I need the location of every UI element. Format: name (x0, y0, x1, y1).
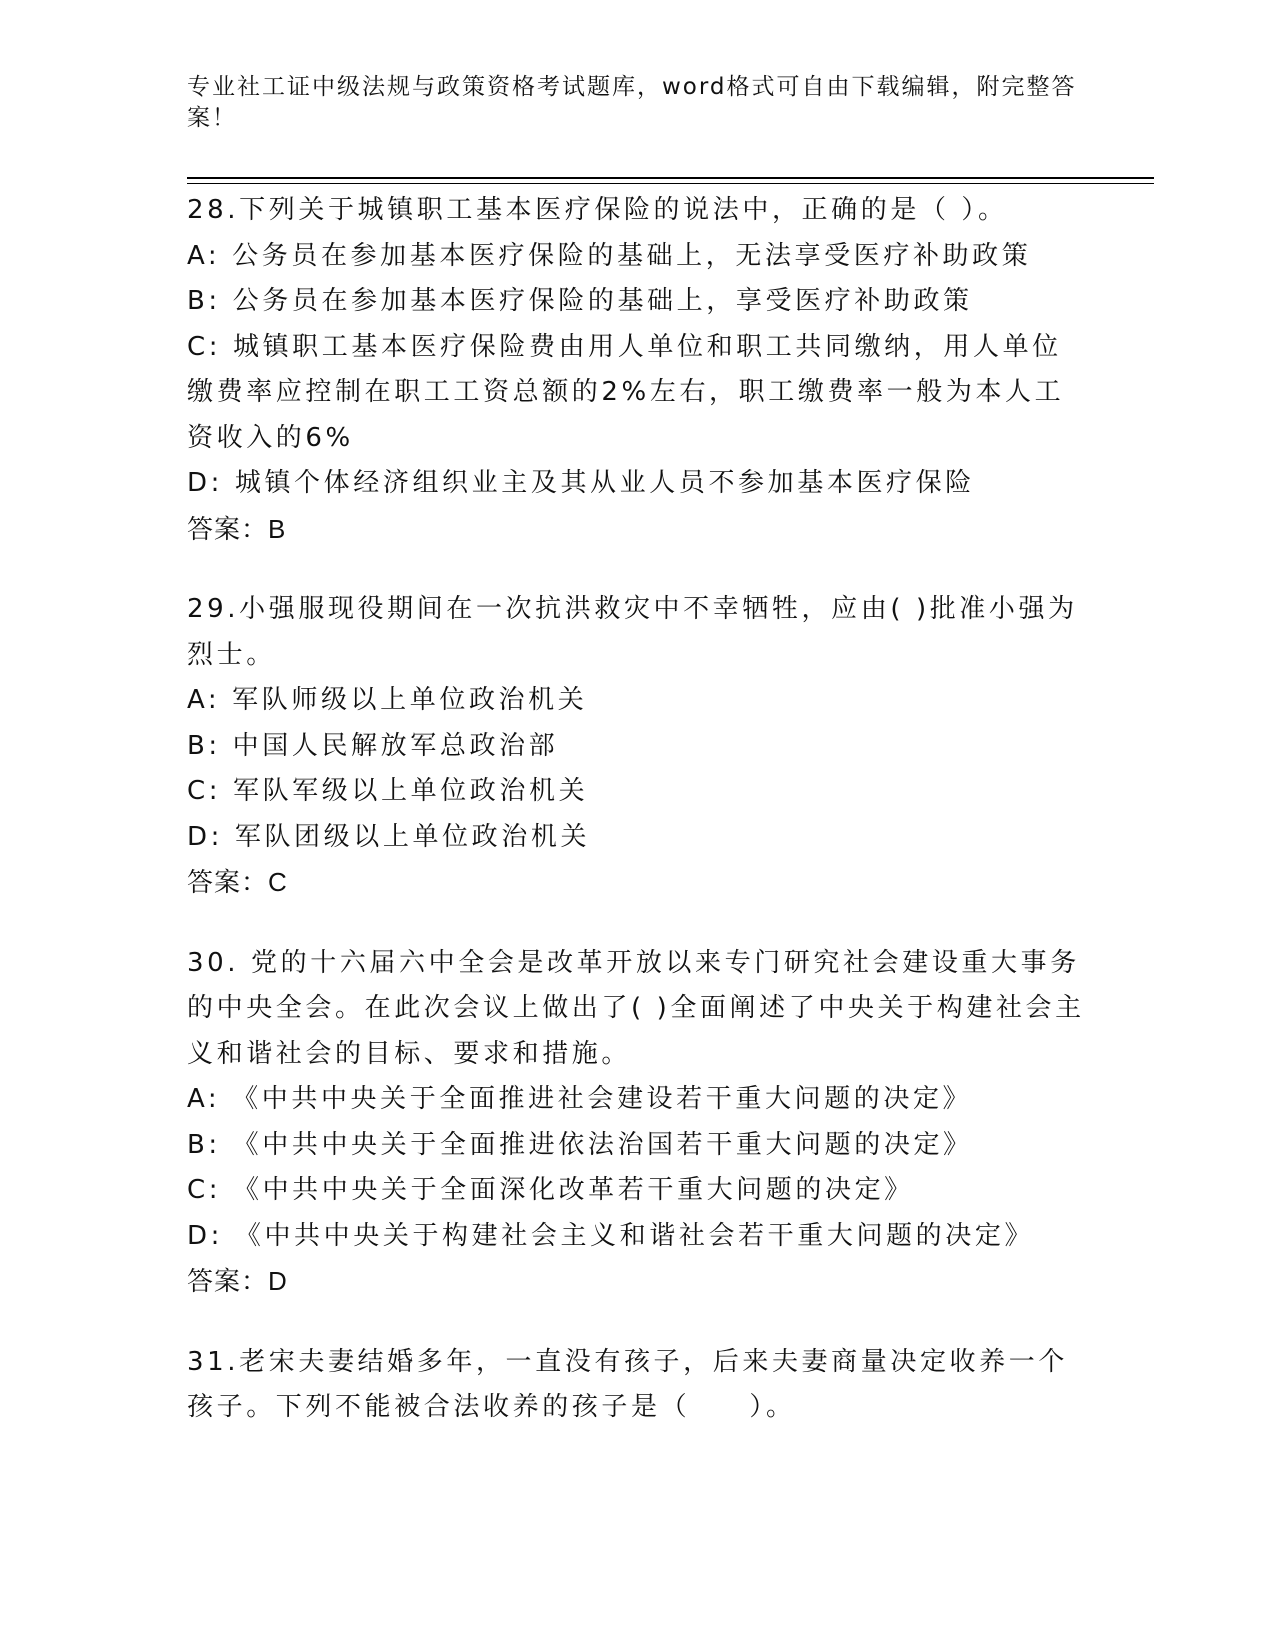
question-31 (187, 1340, 1087, 1431)
option-b: B: 公务员在参加基本医疗保险的基础上，享受医疗补助政策 (187, 286, 973, 316)
question-30 (187, 941, 1087, 1305)
answer-label: 答案：D (187, 1266, 288, 1296)
answer-label: 答案：B (187, 513, 287, 544)
option-d: D: 城镇个体经济组织业主及其从业人员不参加基本医疗保险 (187, 468, 975, 498)
option-a: A: 公务员在参加基本医疗保险的基础上，无法享受医疗补助政策 (187, 240, 1032, 271)
option-d: D: 军队团级以上单位政治机关 (187, 821, 591, 852)
answer-label: 答案：C (187, 867, 288, 897)
option-a: A: 军队师级以上单位政治机关 (187, 685, 588, 715)
header-rule-thick (187, 177, 1154, 179)
header-rule-thin (187, 183, 1154, 184)
option-d: D: 《中共中央关于构建社会主义和谐社会若干重大问题的决定》 (187, 1220, 1035, 1251)
question-stem: 31.老宋夫妻结婚多年，一直没有孩子，后来夫妻商量决定收养一个孩子。下列不能被合法收养的孩子是（ ）。 (187, 1346, 1068, 1422)
question-stem: 29.小强服现役期间在一次抗洪救灾中不幸牺牲，应由( )批准小强为烈士。 (187, 594, 1078, 670)
question-stem: 28.下列关于城镇职工基本医疗保险的说法中，正确的是（ ）。 (187, 195, 1008, 225)
option-c: C: 军队军级以上单位政治机关 (187, 776, 589, 806)
option-c: C: 《中共中央关于全面深化改革若干重大问题的决定》 (187, 1175, 914, 1205)
option-b: B: 中国人民解放军总政治部 (187, 730, 559, 761)
option-a: A: 《中共中央关于全面推进社会建设若干重大问题的决定》 (187, 1084, 973, 1114)
document-header: 专业社工证中级法规与政策资格考试题库，word格式可自由下载编辑，附完整答案！ (187, 74, 1077, 131)
question-list (187, 188, 1087, 1466)
option-c: C: 城镇职工基本医疗保险费由用人单位和职工共同缴纳，用人单位缴费率应控制在职工工资总额的2%左右，职工缴费率一般为本人工资收入的6% (187, 331, 1065, 453)
question-stem: 30. 党的十六届六中全会是改革开放以来专门研究社会建设重大事务的中央全会。在此次会议上做出了( )全面阐述了中央关于构建社会主义和谐社会的目标、要求和措施。 (187, 947, 1085, 1069)
option-b: B: 《中共中央关于全面推进依法治国若干重大问题的决定》 (187, 1129, 973, 1160)
question-29 (187, 587, 1087, 906)
question-28 (187, 188, 1087, 552)
